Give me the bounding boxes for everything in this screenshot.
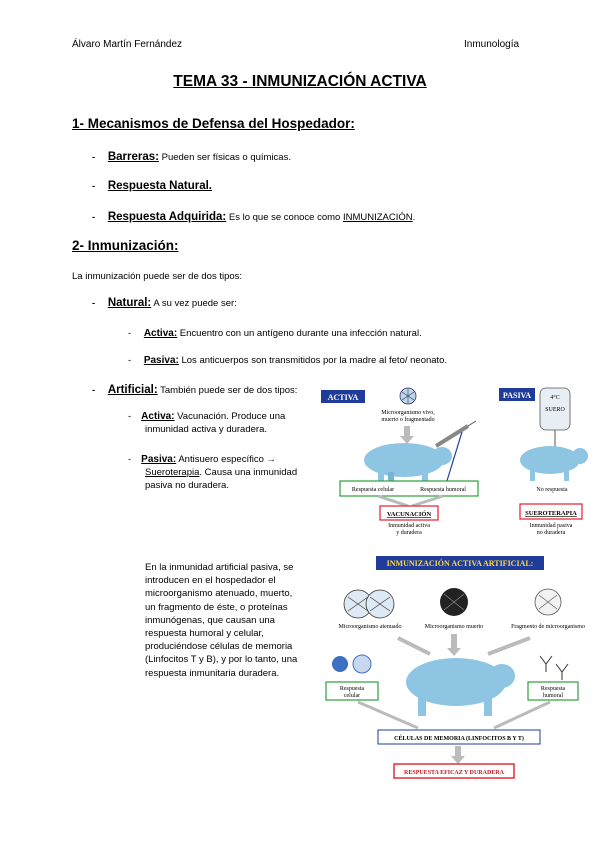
svg-text:Respuesta celular: Respuesta celular [351,487,395,493]
svg-text:4°C: 4°C [550,395,560,401]
figure-inmunizacion-activa-artificial [318,552,594,792]
section2-heading: 2- Inmunización: [72,238,179,253]
svg-text:VACUNACIÓN: VACUNACIÓN [386,511,432,518]
svg-text:Inmunidad activa: Inmunidad activa [388,523,430,529]
svg-text:Microorganismo atenuado: Microorganismo atenuado [338,624,402,630]
svg-text:Respuesta humoral: Respuesta humoral [420,487,466,493]
header-author: Álvaro Martín Fernández [72,39,183,50]
svg-text:RESPUESTA EFICAZ Y DURADERA: RESPUESTA EFICAZ Y DURADERA [404,770,504,776]
t-cell-icon [332,655,371,673]
svg-text:muerto o fragmentado: muerto o fragmentado [381,417,435,423]
svg-text:humoral: humoral [543,693,563,699]
page-title: TEMA 33 - INMUNIZACIÓN ACTIVA [173,73,427,90]
pig-icon [406,658,515,716]
list-item: - Barreras: Pueden ser físicas o químicas. [92,151,291,163]
svg-text:No respuesta: No respuesta [536,487,568,493]
list-item: - Respuesta Adquirida: Es lo que se conoce como INMUNIZACIÓN. [92,211,416,223]
inmunizacion-link: INMUNIZACIÓN [342,212,413,223]
svg-text:CÉLULAS DE MEMORIA (LINFOCITOS: CÉLULAS DE MEMORIA (LINFOCITOS B Y T) [394,736,524,742]
sublist-item: - Pasiva: Los anticuerpos son transmitidos por la madre al feto/ neonato. [128,355,448,366]
figure-activa-pasiva [318,382,594,544]
item-label: Respuesta Adquirida: [107,211,227,223]
artificial-activa: - Activa: Vacunación. Produce una inmunidad activa y duradera. [128,411,286,436]
header-subject: Inmunología [464,39,520,50]
svg-text:celular: celular [343,693,361,699]
paragraph-artificial-pasiva: En la inmunidad artificial pasiva, se introducen en el hospedador el microorganismo atenuado, muerto, un fragmento de éste, o proteínas inmunógenas, que causan una respuesta humoral y celular, produciéndose células de memoria (Linfocitos T y B), y por lo tanto, una respuesta inmunitaria duradera. [145,562,298,679]
item-label: Respuesta Natural. [107,180,212,192]
antibody-icon [540,656,568,680]
svg-text:Microorganismo vivo,: Microorganismo vivo, [381,410,435,416]
svg-text:y duradera: y duradera [396,530,422,536]
svg-text:SUEROTERAPIA: SUEROTERAPIA [525,510,577,517]
sublist-item: - Activa: Encuentro con un antígeno durante una infección natural. [128,328,422,339]
virus-icon [400,388,416,404]
svg-text:no duradera: no duradera [536,530,566,536]
dead-virus-icon [440,588,468,616]
item-label: Barreras: [107,151,159,163]
svg-text:Respuesta: Respuesta [339,686,365,692]
svg-text:PASIVA: PASIVA [502,391,532,400]
section2-intro: La inmunización puede ser de dos tipos: [72,271,243,282]
svg-text:Fragmento de microorganismo: Fragmento de microorganismo [511,624,585,630]
list-item: - Respuesta Natural. [92,180,212,192]
attenuated-virus-icon [344,590,394,618]
section1-heading: 1- Mecanismos de Defensa del Hospedador: [72,116,355,131]
artificial-pasiva: - Pasiva: Antisuero específico → Sueroterapia. Causa una inmunidad pasiva no duradera. [128,454,298,492]
fragment-virus-icon [535,589,561,615]
list-item-artificial: - Artificial: También puede ser de dos tipos: [92,384,298,396]
list-item-natural: - Natural: A su vez puede ser: [92,297,237,309]
pig-icon [364,443,452,484]
svg-text:Microorganismo muerto: Microorganismo muerto [424,624,484,630]
svg-text:ACTIVA: ACTIVA [327,393,359,402]
svg-text:INMUNIZACIÓN ACTIVA ARTIFICIAL: INMUNIZACIÓN ACTIVA ARTIFICIAL: [386,559,534,568]
syringe-icon [436,421,476,446]
svg-text:Respuesta: Respuesta [540,686,566,692]
svg-text:Inmunidad pasiva: Inmunidad pasiva [529,523,573,529]
svg-text:SUERO: SUERO [545,407,565,413]
pig-icon [520,446,588,481]
